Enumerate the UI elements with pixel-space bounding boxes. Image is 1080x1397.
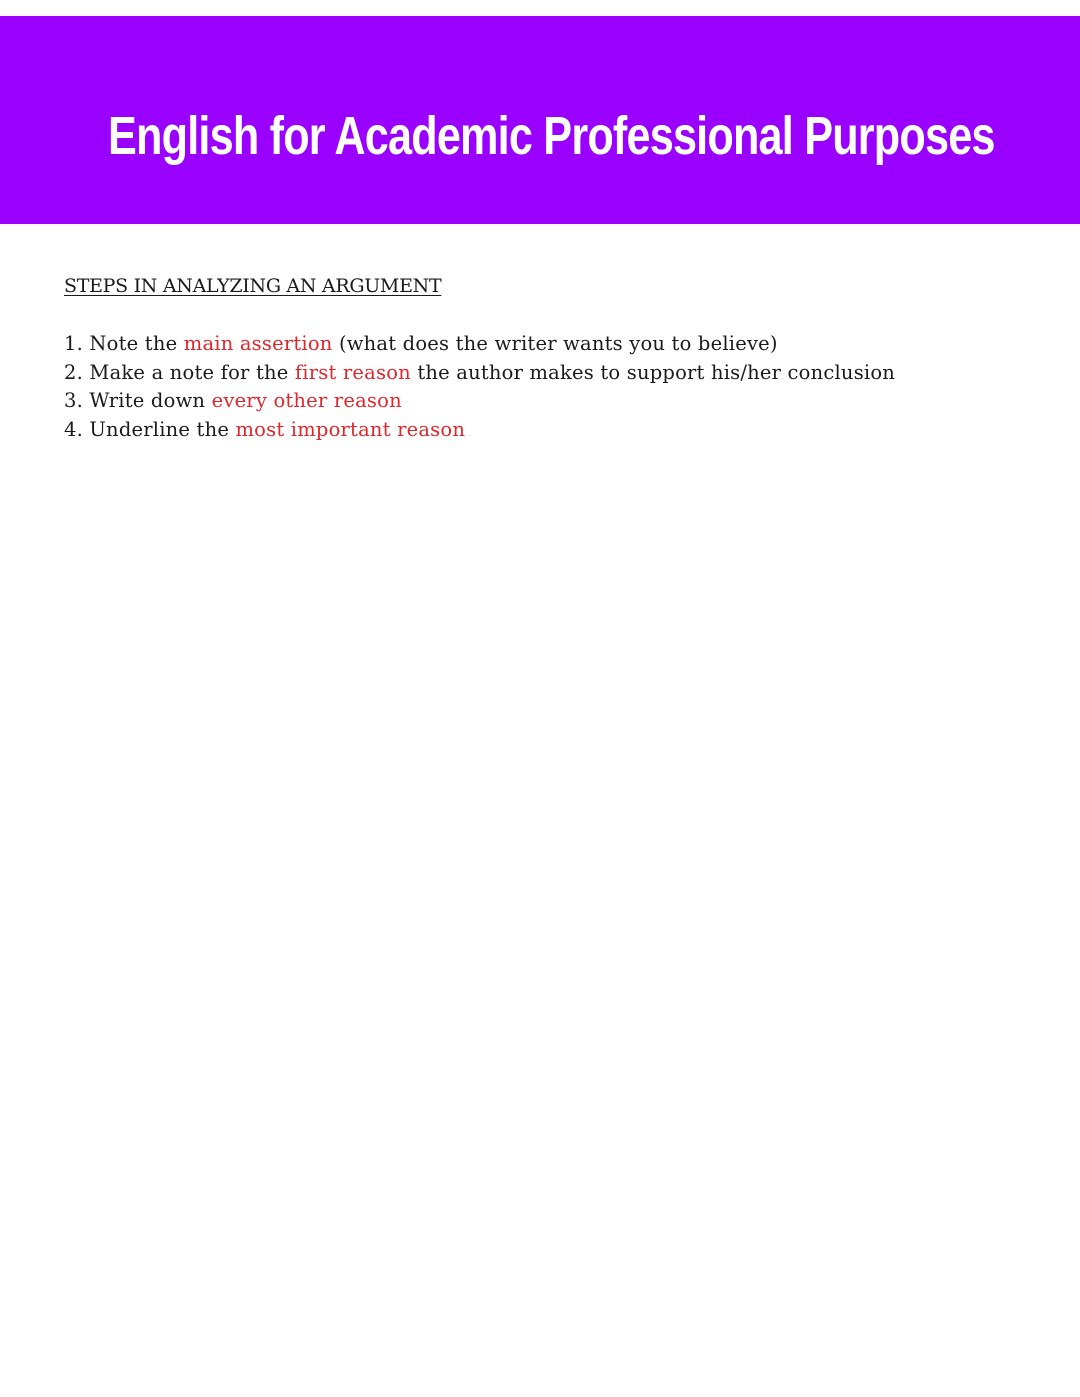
step-number: 4. <box>64 418 84 442</box>
step-number: 3. <box>64 389 84 413</box>
step-number: 2. <box>64 360 84 384</box>
step-item <box>64 387 1024 416</box>
step-item <box>64 330 1024 359</box>
step-highlight: most important reason <box>235 418 466 442</box>
step-text: Write down <box>89 389 206 413</box>
step-highlight: first reason <box>294 360 411 384</box>
section-heading: STEPS IN ANALYZING AN ARGUMENT <box>64 275 442 297</box>
step-text-after: (what does the writer wants you to believe) <box>338 332 778 355</box>
step-highlight: main assertion <box>183 332 333 355</box>
step-item <box>64 416 1024 445</box>
step-text: Underline the <box>89 418 230 442</box>
title-banner <box>0 16 1080 224</box>
step-highlight: every other reason <box>211 389 402 413</box>
step-text: Note the <box>89 332 178 355</box>
steps-list <box>64 330 1024 445</box>
step-text-after: the author makes to support his/her conclusion <box>417 360 896 384</box>
step-text: Make a note for the <box>89 360 289 384</box>
page-title: English for Academic Professional Purposes <box>108 106 995 166</box>
document-body <box>64 272 1024 445</box>
step-number: 1. <box>64 332 84 355</box>
step-item <box>64 359 1024 388</box>
